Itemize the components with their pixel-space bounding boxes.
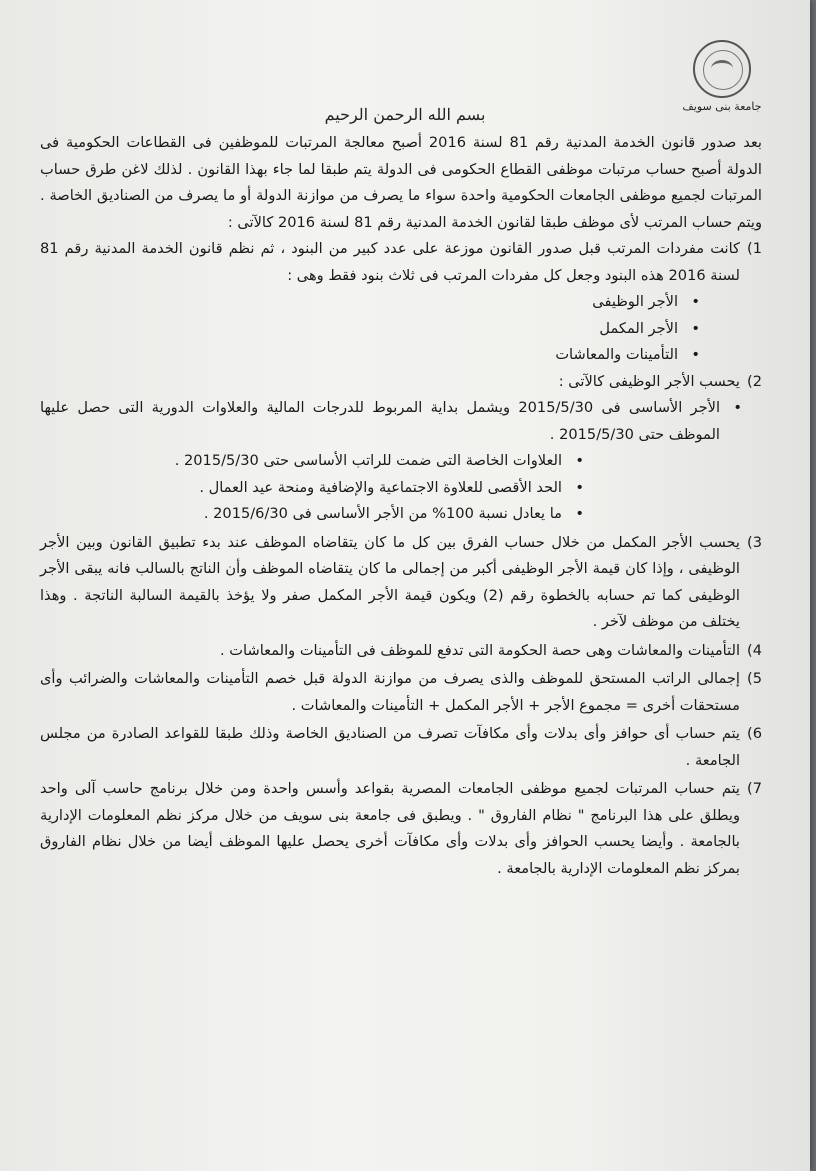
item-number: 1): [747, 240, 762, 257]
item-text: يتم حساب المرتبات لجميع موظفى الجامعات المصرية بقواعد وأسس واحدة ومن خلال برنامج حاسب آلى واحد ويطلق على هذا البرنامج " نظام الفاروق " . ويطبق فى جامعة بنى سويف من خلال مركز نظم المعلومات الإدارية بالجامعة . وأيضا يحسب الحوافز وأى بدلات وأى مكافآت أخرى يحصل عليها الموظف أيضا من خلال نظام الفاروق بمركز نظم المعلومات الإدارية بالجامعة .: [40, 780, 740, 877]
item-text: يحسب الأجر الوظيفى كالآتى :: [558, 372, 740, 390]
bullet-item: • الأجر الوظيفى: [592, 293, 700, 310]
bullet-item: • الأجر الأساسى فى 2015/5/30 ويشمل بداية المربوط للدرجات المالية والعلاوات الدورية التى حصل عليها الموظف حتى 2015/5/30 .: [40, 399, 742, 443]
item-text: كانت مفردات المرتب قبل صدور القانون موزعة على عدد كبير من البنود ، ثم نظم قانون الخدمة المدنية رقم 81 لسنة 2016 هذه البنود وجعل كل مفردات المرتب فى ثلاث بنود فقط وهى :: [40, 240, 740, 284]
item-text: إجمالى الراتب المستحق للموظف والذى يصرف من موازنة الدولة قبل خصم التأمينات والمعاشات والضرائب وأى مستحقات أخرى = مجموع الأجر + الأجر المكمل + التأمينات والمعاشات .: [40, 670, 740, 714]
list-item-2: [40, 369, 762, 396]
list-item-6: [40, 721, 762, 774]
list-item-7: [40, 776, 762, 882]
list-item-1: [40, 236, 762, 369]
item-number: 3): [747, 533, 762, 551]
university-logo-icon: [693, 40, 751, 98]
item-number: 7): [747, 780, 762, 797]
list-item-3: [40, 530, 762, 636]
bullet-item: • الحد الأقصى للعلاوة الاجتماعية والإضافية ومنحة عيد العمال .: [199, 478, 584, 496]
bullet-list: [40, 395, 762, 528]
bullet-item: • ما يعادل نسبة 100% من الأجر الأساسى فى 2015/6/30 .: [203, 505, 584, 522]
list-item-5: [40, 666, 762, 719]
item-number: 4): [747, 641, 762, 659]
bullet-list: [40, 289, 740, 369]
item-number: 6): [747, 725, 762, 742]
item-text: التأمينات والمعاشات وهى حصة الحكومة التى تدفع للموظف فى التأمينات والمعاشات .: [220, 641, 740, 659]
document-body: [40, 130, 762, 882]
list-item-4: [40, 638, 762, 665]
bullet-item: • العلاوات الخاصة التى ضمت للراتب الأساسى حتى 2015/5/30 .: [174, 452, 584, 469]
basmala: بسم الله الرحمن الرحيم: [324, 105, 486, 124]
bullet-item: • الأجر المكمل: [599, 319, 700, 337]
bullet-item: • التأمينات والمعاشات: [555, 346, 700, 363]
item-number: 2): [747, 372, 762, 390]
item-number: 5): [747, 670, 762, 687]
intro-paragraph: بعد صدور قانون الخدمة المدنية رقم 81 لسنة 2016 أصبح معالجة المرتبات للموظفين فى القطاعات الحكومية فى الدولة أصبح حساب مرتبات موظفى القطاع الحكومى فى الدولة يتم طبقا لما جاء بهذا القانون . لذلك لاغن طرق حساب المرتبات لجميع موظفى الجامعات الحكومية واحدة سواء ما يصرف من موازنة الدولة أو ما يصرف من الصناديق الخاصة . ويتم حساب المرتب لأى موظف طبقا لقانون الخدمة المدنية رقم 81 لسنة 2016 كالآتى :: [40, 134, 762, 231]
university-name: جامعة بنى سويف: [682, 100, 762, 113]
university-header: [682, 40, 762, 113]
item-text: يحسب الأجر المكمل من خلال حساب الفرق بين كل ما كان يتقاضاه الموظف عند بدء تطبيق القانون وبين الأجر الوظيفى ، وإذا كان قيمة الأجر الوظيفى أكبر من إجمالى ما كان يتقاضاه الموظف وأن الناتج بالسالب فانه يبقى الأجر الوظيفى كما تم حسابه بالخطوة رقم (2) ويكون قيمة الأجر المكمل صفر ولا يؤخذ بالقيمة السالبة الناتجة . وهذا يختلف من موظف لآخر .: [40, 533, 740, 630]
item-text: يتم حساب أى حوافز وأى بدلات وأى مكافآت تصرف من الصناديق الخاصة وذلك طبقا للقواعد الصادرة من مجلس الجامعة .: [40, 725, 740, 769]
